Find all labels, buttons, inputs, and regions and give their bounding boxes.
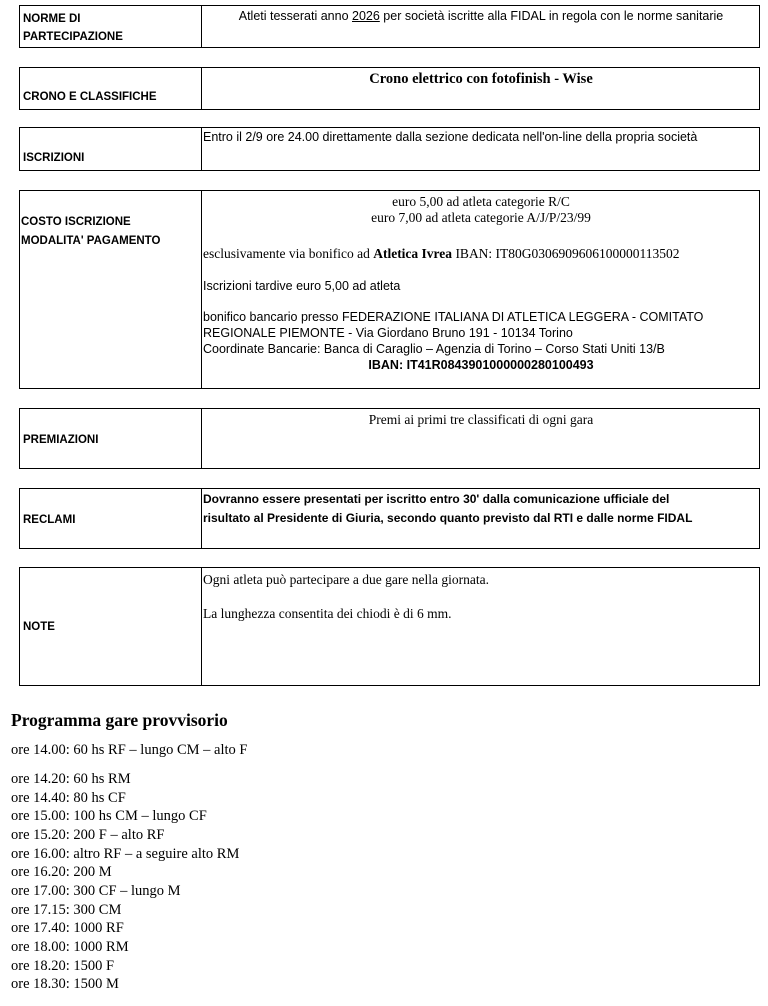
iscrizioni-content bbox=[202, 128, 759, 170]
note-label-text: NOTE bbox=[23, 621, 55, 633]
crono-text: Crono elettrico con fotofinish - Wise bbox=[369, 71, 593, 87]
crono-label-text: CRONO E CLASSIFICHE bbox=[23, 91, 157, 103]
costo-section bbox=[19, 190, 760, 389]
norme-text-post: per società iscritte alla FIDAL in regola con le norme sanitarie bbox=[379, 9, 724, 23]
costo-content bbox=[202, 191, 759, 388]
programma-item: ore 17.40: 1000 RF bbox=[11, 920, 124, 936]
costo-label-line1: COSTO ISCRIZIONE bbox=[21, 216, 131, 228]
premiazioni-label bbox=[20, 409, 202, 468]
norme-text bbox=[203, 9, 759, 23]
norme-label-line1: NORME DI bbox=[23, 13, 81, 25]
norme-label bbox=[20, 6, 202, 47]
costo-fidal2: REGIONALE PIEMONTE - Via Giordano Bruno 191 - 10134 Torino bbox=[203, 326, 573, 340]
costo-label bbox=[20, 191, 202, 388]
crono-label bbox=[20, 68, 202, 109]
reclami-section bbox=[19, 488, 760, 549]
iscrizioni-text: Entro il 2/9 ore 24.00 direttamente dalla sezione dedicata nell'on-line della propria società bbox=[203, 130, 698, 144]
note-label bbox=[20, 568, 202, 685]
norme-text-pre: Atleti tesserati anno bbox=[238, 9, 352, 23]
note-line2: La lunghezza consentita dei chiodi è di 6 mm. bbox=[203, 606, 452, 621]
programma-item: ore 16.00: altro RF – a seguire alto RM bbox=[11, 846, 240, 862]
costo-bonifico-iban: IBAN: IT80G0306909606100000113502 bbox=[452, 246, 680, 261]
reclami-line1: Dovranno essere presentati per iscritto entro 30' dalla comunicazione ufficiale del bbox=[203, 492, 670, 506]
norme-content bbox=[202, 6, 759, 47]
premiazioni-content bbox=[202, 409, 759, 468]
costo-bonifico-name: Atletica Ivrea bbox=[373, 246, 453, 261]
programma-item: ore 14.20: 60 hs RM bbox=[11, 771, 131, 787]
note-section bbox=[19, 567, 760, 686]
premiazioni-section bbox=[19, 408, 760, 469]
iscrizioni-section bbox=[19, 127, 760, 171]
norme-year: 2026 bbox=[352, 9, 380, 23]
costo-fidal3: Coordinate Bancarie: Banca di Caraglio – Agenzia di Torino – Corso Stati Uniti 13/B bbox=[203, 342, 665, 356]
costo-label-line2: MODALITA' PAGAMENTO bbox=[21, 235, 161, 247]
reclami-content bbox=[202, 489, 759, 548]
programma-item: ore 14.00: 60 hs RF – lungo CM – alto F bbox=[11, 742, 248, 758]
programma-item: ore 17.15: 300 CM bbox=[11, 902, 122, 918]
programma-item: ore 15.00: 100 hs CM – lungo CF bbox=[11, 808, 207, 824]
programma-item: ore 18.30: 1500 M bbox=[11, 976, 119, 992]
programma-item: ore 16.20: 200 M bbox=[11, 864, 112, 880]
norme-label-line2: PARTECIPAZIONE bbox=[23, 31, 123, 43]
costo-fidal-iban: IBAN: IT41R0843901000000280100493 bbox=[368, 358, 594, 372]
note-line1: Ogni atleta può partecipare a due gare nella giornata. bbox=[203, 572, 489, 587]
norme-section bbox=[19, 5, 760, 48]
programma-title: Programma gare provvisorio bbox=[11, 710, 228, 730]
costo-fidal1: bonifico bancario presso FEDERAZIONE ITALIANA DI ATLETICA LEGGERA - COMITATO bbox=[203, 310, 704, 324]
costo-bonifico bbox=[203, 246, 759, 262]
reclami-label-text: RECLAMI bbox=[23, 514, 76, 526]
iscrizioni-label bbox=[20, 128, 202, 170]
reclami-line2: risultato al Presidente di Giuria, secondo quanto previsto dal RTI e dalle norme FIDAL bbox=[203, 511, 693, 525]
programma-item: ore 18.20: 1500 F bbox=[11, 958, 115, 974]
programma-item: ore 14.40: 80 hs CF bbox=[11, 790, 126, 806]
premiazioni-text: Premi ai primi tre classificati di ogni gara bbox=[368, 412, 594, 427]
reclami-label bbox=[20, 489, 202, 548]
costo-tardive: Iscrizioni tardive euro 5,00 ad atleta bbox=[203, 279, 401, 293]
programma-item: ore 15.20: 200 F – alto RF bbox=[11, 827, 165, 843]
costo-fee2: euro 7,00 ad atleta categorie A/J/P/23/99 bbox=[371, 210, 591, 225]
costo-bonifico-pre: esclusivamente via bonifico ad bbox=[203, 246, 374, 261]
programma-item: ore 18.00: 1000 RM bbox=[11, 939, 129, 955]
crono-content bbox=[202, 68, 759, 109]
note-content bbox=[202, 568, 759, 685]
costo-fee1: euro 5,00 ad atleta categorie R/C bbox=[392, 194, 570, 209]
programma-item: ore 17.00: 300 CF – lungo M bbox=[11, 883, 181, 899]
crono-section bbox=[19, 67, 760, 110]
premiazioni-label-text: PREMIAZIONI bbox=[23, 434, 99, 446]
iscrizioni-label-text: ISCRIZIONI bbox=[23, 152, 85, 164]
